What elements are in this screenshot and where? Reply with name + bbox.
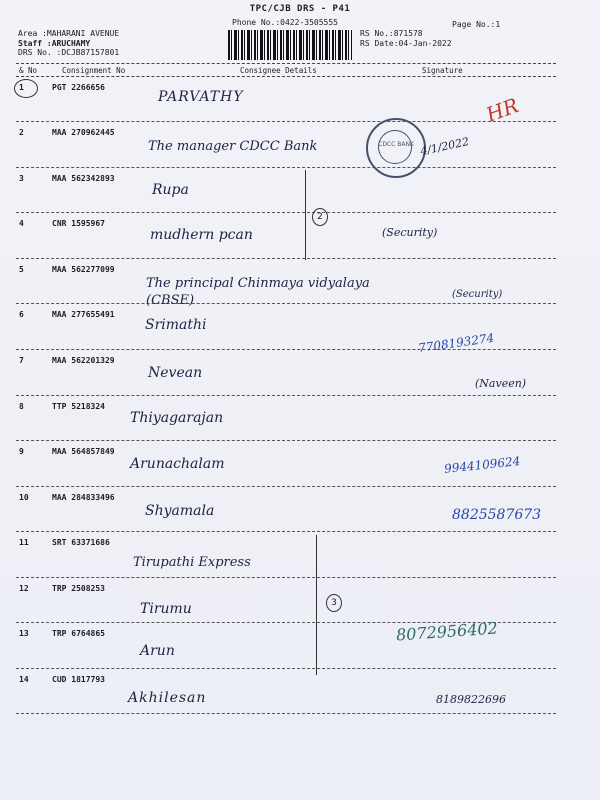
- col-sno: & No: [19, 66, 38, 75]
- phone-note: 8189822696: [436, 693, 506, 706]
- col-consignee-details: Consignee Details: [240, 66, 317, 75]
- drs-number: DRS No. :DCJB87157801: [18, 48, 120, 57]
- row-separator: [16, 440, 556, 441]
- consignment-number: MAA 270962445: [52, 128, 115, 137]
- row-number: 13: [19, 629, 29, 638]
- header-divider: [16, 63, 556, 64]
- consignee-name: Rupa: [152, 182, 189, 198]
- row-number: 10: [19, 493, 29, 502]
- name-note: (Naveen): [475, 377, 527, 390]
- row-number: 6: [19, 310, 24, 319]
- row-separator: [16, 121, 556, 122]
- header-divider: [16, 76, 556, 77]
- consignment-number: PGT 2266656: [52, 83, 105, 92]
- row-number: 2: [19, 128, 24, 137]
- sheet-title: TPC/CJB DRS - P41: [249, 4, 351, 14]
- row-number: 9: [19, 447, 24, 456]
- row-one-circle-mark: [14, 79, 38, 98]
- consignment-number: MAA 562201329: [52, 356, 115, 365]
- area-label: Area :MAHARANI AVENUE: [18, 29, 120, 38]
- row-separator: [16, 713, 556, 714]
- consignee-name: Akhilesan: [128, 690, 207, 706]
- bank-stamp: [366, 118, 426, 178]
- consignment-number: TTP 5218324: [52, 402, 105, 411]
- consignee-name: Tirumu: [140, 601, 192, 617]
- row-separator: [16, 349, 556, 350]
- row-number: 5: [19, 265, 24, 274]
- bracket-line: [305, 170, 306, 260]
- rs-block: [360, 29, 452, 48]
- consignee-name: Arunachalam: [130, 456, 225, 472]
- row-separator: [16, 531, 556, 532]
- row-number: 14: [19, 675, 29, 684]
- barcode: [228, 30, 352, 60]
- consignment-number: MAA 564857849: [52, 447, 115, 456]
- security-note: (Security): [452, 289, 503, 300]
- phone-note: 8825587673: [452, 507, 542, 523]
- phone-note: 7708193274: [417, 330, 495, 356]
- consignment-number: CNR 1595967: [52, 219, 105, 228]
- count-circle: 2: [312, 208, 328, 226]
- consignee-name: mudhern pcan: [150, 227, 253, 243]
- bank-stamp-text: CDCC BANK: [378, 141, 414, 148]
- row-separator: [16, 212, 556, 213]
- security-note: (Security): [382, 226, 438, 239]
- row-number: 12: [19, 584, 29, 593]
- consignment-number: MAA 562277099: [52, 265, 115, 274]
- row-separator: [16, 258, 556, 259]
- consignee-name: Thiyagarajan: [130, 410, 224, 426]
- consignee-name: Tirupathi Express: [133, 555, 251, 570]
- consignee-name: Srimathi: [145, 317, 207, 333]
- hr-mark: HR: [482, 93, 522, 127]
- consignment-number: MAA 562342893: [52, 174, 115, 183]
- rs-date: RS Date:04-Jan-2022: [360, 38, 452, 48]
- staff-label: Staff :ARUCHAMY: [18, 38, 91, 48]
- consignment-number: SRT 63371686: [52, 538, 110, 547]
- row-separator: [16, 668, 556, 669]
- consignment-number: MAA 284833496: [52, 493, 115, 502]
- row-separator: [16, 167, 556, 168]
- row-number: 4: [19, 219, 24, 228]
- bracket-line: [316, 535, 317, 675]
- col-signature: Signature: [422, 66, 463, 75]
- signature-date: 4/1/2022: [419, 135, 471, 158]
- row-separator: [16, 486, 556, 487]
- consignment-number: CUD 1817793: [52, 675, 105, 684]
- phone-note: 8072956402: [395, 618, 499, 645]
- phone-note: 9944109624: [443, 454, 521, 476]
- row-number: 8: [19, 402, 24, 411]
- consignee-name: Shyamala: [145, 503, 215, 519]
- rs-number: RS No.:871578: [360, 29, 423, 38]
- row-number: 3: [19, 174, 24, 183]
- row-number: 11: [19, 538, 29, 547]
- consignee-name: Arun: [140, 643, 175, 659]
- page-number: Page No.:1: [452, 20, 501, 29]
- row-number: 7: [19, 356, 24, 365]
- row-separator: [16, 577, 556, 578]
- consignment-number: MAA 277655491: [52, 310, 115, 319]
- count-circle: 3: [326, 594, 342, 612]
- consignee-name: The manager CDCC Bank: [148, 139, 318, 154]
- phone-number: Phone No.:0422-3505555: [232, 18, 338, 27]
- consignee-name: Nevean: [148, 365, 203, 381]
- consignee-name: PARVATHY: [158, 89, 244, 105]
- row-separator: [16, 395, 556, 396]
- row-number: 1: [19, 83, 24, 92]
- consignment-number: TRP 6764865: [52, 629, 105, 638]
- area-block: [18, 29, 119, 58]
- col-consignment: Consignment No: [62, 66, 126, 75]
- consignment-number: TRP 2508253: [52, 584, 105, 593]
- consignee-name: The principal Chinmaya vidyalaya (CBSE): [146, 276, 370, 308]
